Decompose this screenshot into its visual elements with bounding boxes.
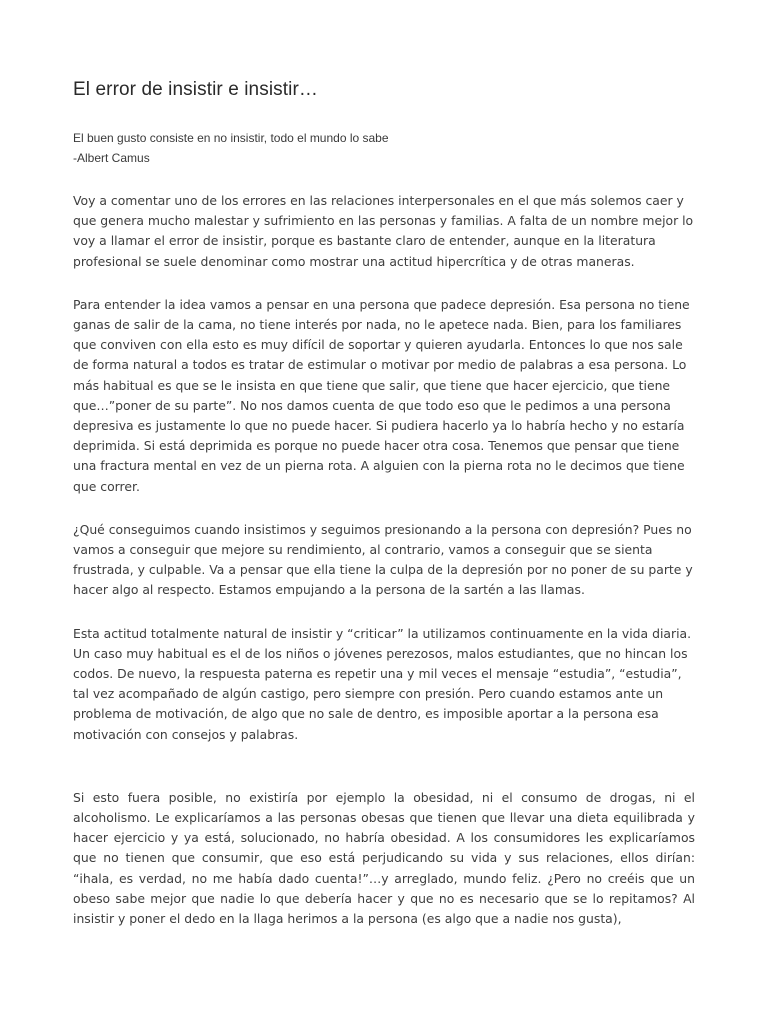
epigraph-author: -Albert Camus — [73, 151, 150, 165]
paragraph-4: Esta actitud totalmente natural de insistir y “criticar” la utilizamos continuamente en la vida diaria. Un caso muy habitual es el de los niños o jóvenes perezosos, malos estudiantes, que no hincan los codos. De nuevo, la respuesta paterna es repetir una y mil veces el mensaje “estudia”, “estudia”, tal vez acompañado de algún castigo, pero siempre con presión. Pero cuando estamos ante un problema de motivación, de algo que no sale de dentro, es imposible aportar a la persona esa motivación con consejos y palabras. — [73, 625, 692, 742]
article-title: El error de insistir e insistir… — [73, 79, 318, 100]
paragraph-1: Voy a comentar uno de los errores en las relaciones interpersonales en el que más solemos caer y que genera mucho malestar y sufrimiento en las personas y familias. A falta de un nombre mejor lo voy a llamar el error de insistir, porque es bastante claro de entender, aunque en la literatura profesional se suele denominar como mostrar una actitud hipercrítica y de otras maneras. — [73, 193, 694, 269]
document-page — [73, 0, 695, 929]
paragraph-5: Si esto fuera posible, no existiría por ejemplo la obesidad, ni el consumo de drogas, ni el alcoholismo. Le explicaríamos a las personas obesas que tienen que llevar una dieta equilibrada y hacer ejercicio y ya está, solucionado, no habría obesidad. A los consumidores les explicaríamos que no tienen que consumir, que eso está perjudicando su vida y sus relaciones, ellos dirían: “ihala, es verdad, no me había dado cuenta!”…y arreglado, mundo feliz. ¿Pero no creéis que un obeso sabe mejor que nadie lo que debería hacer y que no es necesario que se lo repitamos? Al insistir y poner el dedo en la llaga herimos a la persona (es algo que a nadie nos gusta), — [73, 789, 695, 927]
epigraph — [73, 128, 695, 168]
paragraph-3: ¿Qué conseguimos cuando insistimos y seguimos presionando a la persona con depresión? Pues no vamos a conseguir que mejore su rendimiento, al contrario, vamos a conseguir que se sienta frustrada, y culpable. Va a pensar que ella tiene la culpa de la depresión por no poner de su parte y hacer algo al respecto. Estamos empujando a la persona de la sartén a las llamas. — [73, 521, 693, 598]
epigraph-text: El buen gusto consiste en no insistir, todo el mundo lo sabe — [73, 131, 389, 145]
paragraph-2: Para entender la idea vamos a pensar en una persona que padece depresión. Esa persona no tiene ganas de salir de la cama, no tiene interés por nada, no le apetece nada. Bien, para los familiares que conviven con ella esto es muy difícil de soportar y quieren ayudarla. Entonces lo que nos sale de forma natural a todos es tratar de estimular o motivar por medio de palabras a esa persona. Lo más habitual es que se le insista en que tiene que salir, que tiene que hacer ejercicio, que tiene que…”poner de su parte”. No nos damos cuenta de que todo eso que le pedimos a una persona depresiva es justamente lo que no puede hacer. Si pudiera hacerlo ya lo habría hecho y no estaría deprimida. Si está deprimida es porque no puede hacer otra cosa. Tenemos que pensar que tiene una fractura mental en vez de un pierna rota. A alguien con la pierna rota no le decimos que tiene que correr. — [73, 296, 690, 494]
